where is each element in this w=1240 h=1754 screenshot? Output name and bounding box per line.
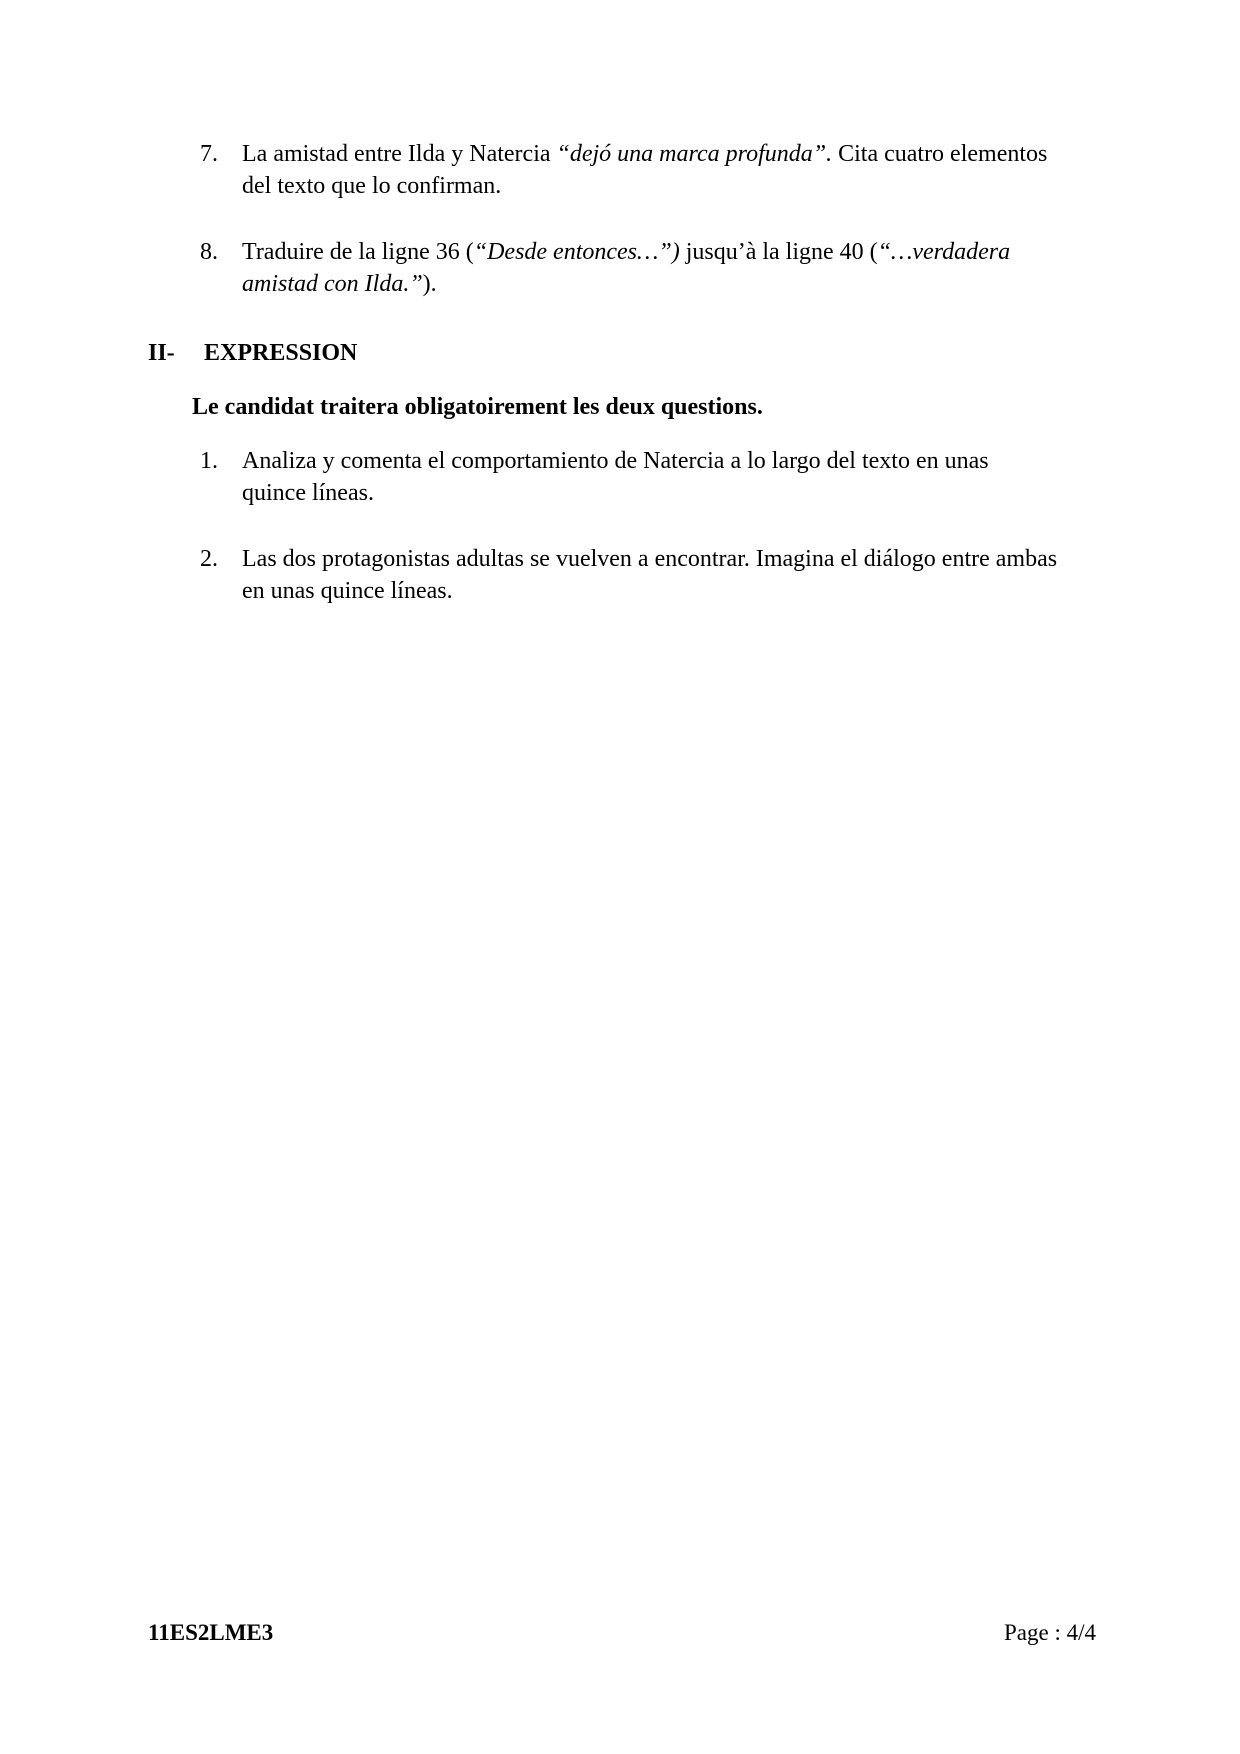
- italic-quote: “…verdadera: [877, 239, 1011, 265]
- italic-quote: “Desde entonces…”): [473, 239, 680, 265]
- question-number: 1.: [200, 448, 218, 474]
- text-segment: Traduire de la ligne 36 (: [242, 239, 474, 265]
- question-number: 7.: [200, 141, 218, 167]
- question-line-1: Analiza y comenta el comportamiento de Natercia a lo largo del texto en unas: [242, 448, 989, 474]
- question-line-1: [242, 236, 1122, 268]
- question-number: 8.: [200, 239, 218, 265]
- question-number: 2.: [200, 546, 218, 572]
- footer-exam-code: 11ES2LME3: [148, 1620, 274, 1645]
- text-segment: La amistad entre Ilda y Natercia: [242, 141, 557, 167]
- italic-quote: “dejó una marca profunda”.: [556, 141, 833, 167]
- question-text: [242, 543, 1122, 607]
- question-text: [242, 236, 1122, 300]
- question-text: [242, 138, 1122, 202]
- question-line-2: en unas quince líneas.: [242, 578, 453, 604]
- question-line-1: Las dos protagonistas adultas se vuelven a encontrar. Imagina el diálogo entre ambas: [242, 546, 1058, 572]
- text-segment: jusqu’à la ligne 40 (: [679, 239, 878, 265]
- question-line-2: quince líneas.: [242, 480, 374, 506]
- text-segment: ).: [422, 271, 437, 297]
- question-line-1: [242, 138, 1122, 170]
- text-segment: Cita cuatro elementos: [832, 141, 1048, 167]
- italic-quote: amistad con Ilda.”: [242, 271, 423, 297]
- question-line-2: [242, 268, 1122, 300]
- footer-page-number: Page : 4/4: [1004, 1620, 1096, 1645]
- question-line-2: del texto que lo confirman.: [242, 173, 502, 199]
- section-title: EXPRESSION: [204, 340, 358, 366]
- question-text: [242, 445, 1122, 509]
- section-numeral: II-: [148, 340, 175, 366]
- section-instruction: Le candidat traitera obligatoirement les deux questions.: [192, 394, 763, 420]
